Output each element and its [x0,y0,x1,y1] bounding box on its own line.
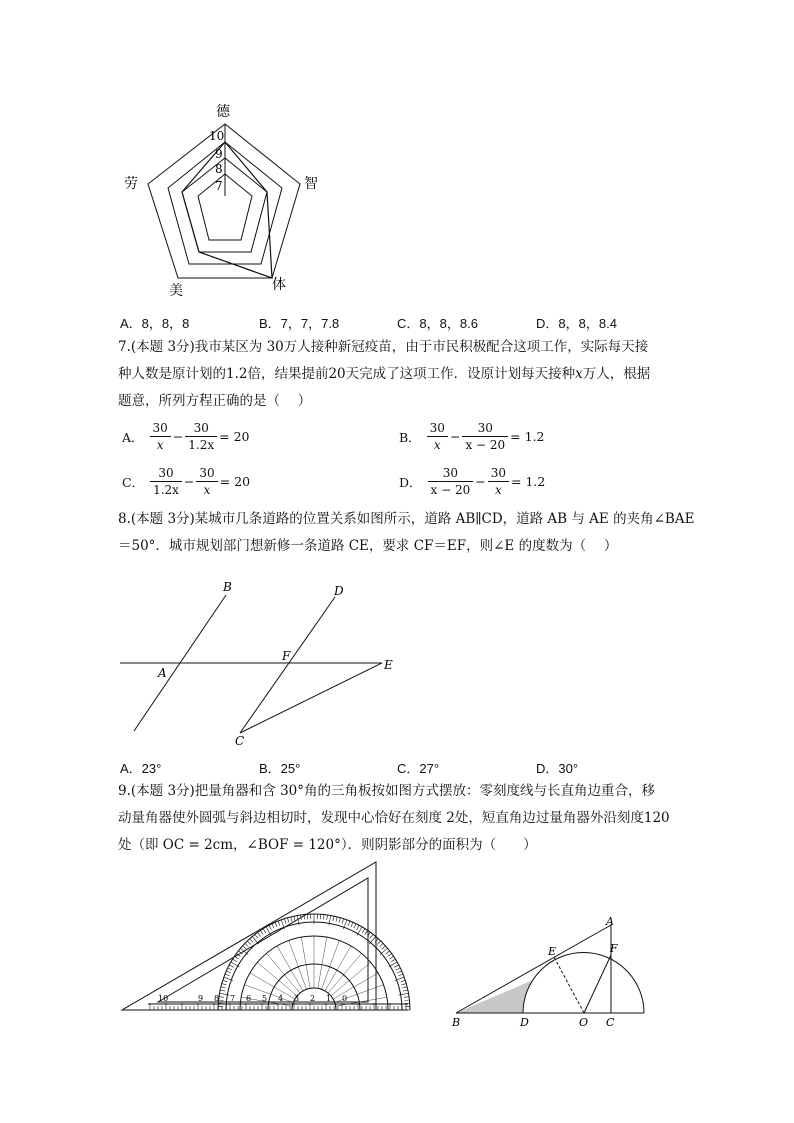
label-c: C [235,734,245,748]
protractor-tick [327,915,328,920]
set-square [122,862,376,1010]
protractor-radial-line [257,962,297,996]
q9-protractor-figure [118,860,418,1015]
protractor-tick [222,984,227,985]
protractor-tick [225,974,230,976]
ruler-num-9: 9 [198,994,204,1003]
protractor-radial-line [333,973,378,999]
protractor-tick [219,1000,224,1001]
protractor-tick [403,990,408,991]
ruler-num-2: 2 [310,994,316,1003]
ruler-num-3: 3 [294,994,300,1003]
geo-label-b: B [452,1016,461,1029]
protractor-tick [354,924,356,929]
protractor-tick [220,990,225,991]
protractor-tick [397,971,402,973]
protractor-tick [294,916,295,921]
protractor-tick [348,921,350,926]
protractor-tick [377,941,381,945]
protractor-radial-line [301,937,310,988]
protractor-tick [398,974,403,976]
protractor-tick [324,915,325,920]
q6-option-b: B．7，7，7.8 [259,316,340,331]
protractor-tick [223,980,228,982]
q7-line-1: 7.(本题 3分)我市某区为 30万人接种新冠疫苗，由于市民积极配合这项工作，实际每天接 [118,339,649,355]
ruler-num-10: 10 [158,994,169,1003]
radar-axis-zhi: 智 [304,176,318,192]
geo-label-d: D [520,1016,529,1029]
geo-label-o: O [579,1016,589,1029]
q7-option-d: D． $\frac{30}{x - 20}$ − $\frac{30}{x}$ = 1.2 [399,466,546,497]
line-oe [554,957,584,1013]
protractor-tick [301,915,302,920]
q7-line-3: 题意，所列方程正确的是（ ） [118,393,312,409]
protractor-radial-line [328,953,362,993]
radar-tick-10: 10 [209,129,225,143]
q8-option-c: C．27° [397,761,440,776]
q7-option-a: A． $\frac{30}{x}$ − $\frac{30}{1.2x}$ = 20 [122,421,250,452]
protractor-radial-line [318,937,327,988]
protractor-tick [375,939,378,943]
protractor-tick [219,997,224,998]
protractor-tick [291,917,292,922]
q9-geometry-figure [448,915,658,1030]
q6-option-d: D．8，8，8.4 [536,316,617,331]
protractor-tick [351,922,353,927]
protractor-tick [402,984,407,985]
protractor-tick [362,929,365,933]
ruler-num-1: 1 [326,994,332,1003]
protractor-radial-line [266,953,300,993]
protractor-tick [339,918,340,923]
protractor-tick [243,946,247,949]
line-cd [240,597,335,733]
radar-axis-ti: 体 [272,277,286,293]
line-of [584,955,611,1013]
radar-chart [110,96,340,306]
protractor-tick [247,941,251,945]
q6-option-a: A．8，8，8 [120,316,190,331]
protractor-tick [263,929,266,933]
protractor-tick [357,925,359,930]
ruler-num-4: 4 [278,994,284,1003]
protractor-tick [234,956,238,959]
protractor-tick [269,925,271,930]
q9-line-1: 9.(本题 3分)把量角器和含 30°角的三角板按如图方式摆放：零刻度线与长直角边重合，移 [118,783,656,799]
radar-ring-10 [148,124,300,278]
q8-option-b: B．25° [259,761,301,776]
shaded-region [456,980,533,1013]
q6-option-c: C．8，8，8.6 [397,316,478,331]
protractor-tick [370,934,373,938]
protractor-tick [386,951,390,954]
protractor-tick [288,918,289,923]
protractor-radial-line [250,973,295,999]
geo-label-c: C [606,1016,615,1029]
protractor-tick [245,943,249,947]
protractor-tick [396,968,401,970]
radar-axis-lao: 劳 [124,176,138,192]
protractor-tick [272,924,274,929]
protractor-tick [226,971,231,973]
radar-axis-de: 德 [216,104,230,120]
protractor-tick [255,934,258,938]
protractor-radial-line [325,946,351,991]
protractor-tick [382,946,386,949]
label-a: A [158,666,167,680]
radar-tick-8: 8 [215,162,223,176]
label-b: B [223,580,232,594]
q7-line-2: 种人数是原计划的1.2倍，结果提前20天完成了这项工作．设原计划每天接种x万人，根据 [118,366,651,382]
geo-label-e: E [548,945,557,958]
protractor-tick [402,987,407,988]
protractor-tick [229,965,234,967]
protractor-tick [388,954,392,957]
line-ba [456,925,611,1013]
protractor-tick [401,980,406,982]
protractor-tick [221,987,226,988]
protractor-radial-line [277,946,303,991]
protractor-tick [260,930,263,934]
ruler-num-7: 7 [230,994,236,1003]
radar-axis-mei: 美 [169,283,183,299]
protractor-tick [394,965,399,967]
protractor-tick [365,930,368,934]
protractor-tick [250,939,253,943]
protractor-tick [275,922,277,927]
q8-line-2: ＝50°．城市规划部门想新修一条道路 CE，要求 CF＝EF，则∠E 的度数为（ ） [118,538,618,554]
q9-line-2: 动量角器使外圆弧与斜边相切时，发现中心恰好在刻度 2处，短直角边过量角器外沿刻度120 [118,810,670,826]
q7-option-b: B． $\frac{30}{x}$ − $\frac{30}{x - 20}$ = 1.2 [399,421,545,452]
ruler-num-6: 6 [246,994,252,1003]
label-f: F [282,649,291,663]
q9-line-3: 处（即 OC = 2cm，∠BOF = 120°）．则阴影部分的面积为（ ） [118,837,537,853]
radar-data-polygon [182,142,272,278]
semicircle [523,953,644,1014]
q8-option-a: A．23° [120,761,162,776]
geo-label-f: F [610,942,618,955]
label-e: E [384,658,393,672]
protractor-tick [380,943,384,947]
q7-option-c: C． $\frac{30}{1.2x}$ − $\frac{30}{x}$ = 20 [122,466,251,497]
protractor-tick [404,997,409,998]
line-ce [240,663,382,733]
ruler-num-8: 8 [214,994,220,1003]
label-d: D [334,584,344,598]
protractor-tick [284,919,286,924]
q8-line-1: 8.(本题 3分)某城市几条道路的位置关系如图所示，道路 AB∥CD，道路 AB 与 AE 的夹角∠BAE [118,511,695,527]
ruler-num-0: 0 [342,994,348,1003]
protractor-tick [342,919,344,924]
protractor-tick [336,917,337,922]
q8-option-d: D．30° [536,761,579,776]
protractor-tick [405,1000,410,1001]
ruler-num-5: 5 [262,994,268,1003]
protractor-tick [258,932,261,936]
radar-tick-7: 7 [215,179,223,193]
geo-label-a: A [606,915,614,928]
protractor-tick [278,921,280,926]
protractor-tick [333,916,334,921]
protractor-tick [233,959,237,962]
protractor-tick [391,959,395,962]
protractor-radial-line [331,962,371,996]
protractor-tick [228,968,233,970]
q8-figure [110,575,410,750]
radar-tick-9: 9 [215,147,223,161]
protractor-tick [389,956,393,959]
